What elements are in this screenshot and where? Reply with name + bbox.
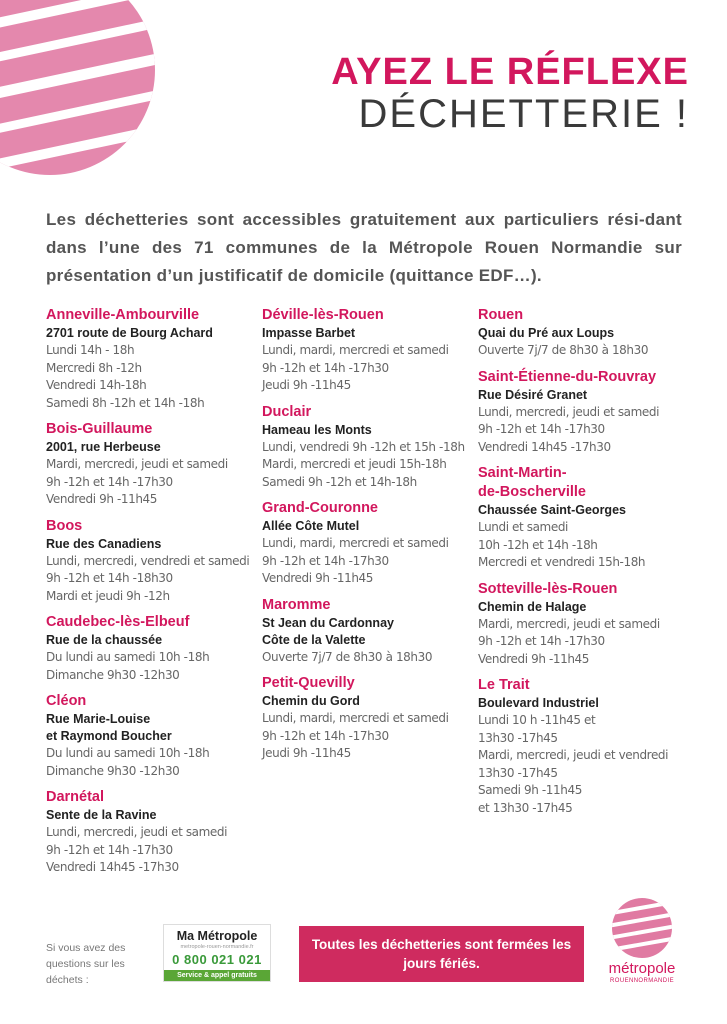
center-hours: 9h -12h et 14h -18h30 — [46, 571, 173, 585]
center-hours: 13h30 -17h45 — [478, 730, 558, 745]
center-entry — [262, 499, 472, 588]
center-entry — [262, 403, 472, 492]
center-hours: Lundi, mercredi, vendredi et samedi — [46, 553, 250, 568]
center-hours: Vendredi 14h45 -17h30 — [46, 860, 179, 874]
center-entry — [46, 692, 256, 780]
logo-sub: ROUENNORMANDIE — [610, 978, 674, 984]
center-address: Allée Côte Mutel — [262, 519, 360, 533]
center-name: Rouen — [478, 307, 524, 323]
center-hours: Lundi 14h - 18h — [46, 343, 135, 357]
center-address: Hameau les Monts — [262, 422, 372, 437]
center-entry — [478, 368, 688, 457]
center-name: Saint-Martin- de-Boscherville — [478, 465, 586, 500]
center-address: Chemin du Gord — [262, 694, 360, 708]
center-entry — [46, 517, 256, 606]
center-name: Darnétal — [46, 789, 105, 805]
center-entry — [46, 613, 256, 684]
center-hours: Samedi 9h -11h45 — [478, 783, 582, 797]
center-entry — [46, 306, 256, 412]
center-hours: 9h -12h et 14h -17h30 — [478, 634, 605, 648]
center-address: Chemin de Halage — [478, 599, 587, 614]
center-hours: Vendredi 9h -11h45 — [262, 571, 374, 585]
metropole-logo — [596, 896, 688, 996]
center-hours: Mardi, mercredi, jeudi et samedi — [46, 457, 228, 471]
headline-line2: DÉCHETTERIE ! — [358, 92, 689, 136]
badge-title: Ma Métropole — [176, 929, 258, 943]
column-3 — [478, 306, 688, 825]
center-hours: Lundi, mardi, mercredi et samedi — [262, 536, 449, 550]
center-hours: Lundi, mercredi, jeudi et samedi — [478, 404, 660, 419]
center-name: Caudebec-lès-Elbeuf — [46, 614, 190, 630]
center-hours: Mardi, mercredi, jeudi et vendredi — [478, 748, 669, 762]
badge-service: Service & appel gratuits — [164, 970, 270, 981]
headline-line1: AYEZ LE RÉFLEXE — [331, 51, 689, 93]
center-hours: 10h -12h et 14h -18h — [478, 537, 598, 552]
center-hours: Vendredi 14h-18h — [46, 378, 147, 392]
metropole-logo-icon — [596, 896, 688, 960]
center-hours: Mercredi et vendredi 15h-18h — [478, 555, 646, 569]
center-name: Petit-Quevilly — [262, 675, 355, 691]
center-hours: Vendredi 9h -11h45 — [478, 651, 590, 666]
center-entry — [262, 596, 472, 667]
badge-phone: 0 800 021 021 — [172, 952, 262, 967]
center-hours: Jeudi 9h -11h45 — [262, 746, 351, 760]
center-hours: Samedi 9h -12h et 14h-18h — [262, 474, 417, 489]
center-hours: Jeudi 9h -11h45 — [262, 378, 351, 392]
center-address: Sente de la Ravine — [46, 808, 157, 822]
center-hours: Ouverte 7j/7 de 8h30 à 18h30 — [478, 343, 649, 357]
center-address: Côte de la Valette — [262, 632, 366, 647]
center-address: 2701 route de Bourg Achard — [46, 326, 213, 340]
center-address: Chaussée Saint-Georges — [478, 503, 626, 517]
center-hours: 9h -12h et 14h -17h30 — [478, 422, 605, 436]
center-name: Grand-Couronne — [262, 500, 378, 516]
logo-word: métropole — [608, 960, 676, 977]
center-name: Sotteville-lès-Rouen — [478, 580, 618, 597]
decorative-circle-icon — [0, 0, 160, 180]
center-name: Bois-Guillaume — [46, 421, 153, 437]
center-hours: 9h -12h et 14h -17h30 — [46, 842, 173, 857]
center-hours: Ouverte 7j/7 de 8h30 à 18h30 — [262, 649, 433, 664]
headline — [331, 52, 689, 136]
center-hours: Lundi, mardi, mercredi et samedi — [262, 711, 449, 725]
center-hours: Vendredi 9h -11h45 — [46, 492, 158, 506]
center-hours: Lundi, mercredi, jeudi et samedi — [46, 825, 228, 839]
center-address: Rue Marie-Louise — [46, 712, 151, 726]
center-hours: Dimanche 9h30 -12h30 — [46, 763, 180, 778]
center-name: Duclair — [262, 403, 312, 420]
center-name: Boos — [46, 517, 83, 534]
center-entry — [478, 306, 688, 360]
center-hours: Mercredi 8h -12h — [46, 360, 142, 375]
center-hours: Mardi, mercredi, jeudi et samedi — [478, 616, 660, 631]
footer-question: Si vous avez des questions sur les déchets : — [46, 942, 126, 986]
center-hours: Lundi 10 h -11h45 et — [478, 713, 596, 727]
center-address: Rue de la chaussée — [46, 633, 163, 647]
center-address: Rue des Canadiens — [46, 536, 162, 551]
center-hours: Du lundi au samedi 10h -18h — [46, 746, 210, 760]
center-name: Déville-lès-Rouen — [262, 307, 384, 323]
ma-metropole-badge — [163, 924, 271, 982]
center-hours: 9h -12h et 14h -17h30 — [262, 360, 389, 375]
center-address: 2001, rue Herbeuse — [46, 440, 161, 454]
center-address: Rue Désiré Granet — [478, 387, 588, 402]
center-address: Quai du Pré aux Loups — [478, 326, 615, 340]
center-hours: Vendredi 14h45 -17h30 — [478, 439, 611, 454]
column-1 — [46, 306, 256, 885]
center-name: Saint-Étienne-du-Rouvray — [478, 368, 657, 385]
center-entry — [478, 580, 688, 669]
center-name: Cléon — [46, 693, 87, 709]
center-hours: Lundi et samedi — [478, 520, 568, 534]
center-hours: 9h -12h et 14h -17h30 — [262, 728, 389, 743]
center-address: St Jean du Cardonnay — [262, 615, 394, 630]
center-hours: 13h30 -17h45 — [478, 765, 558, 780]
center-hours: 9h -12h et 14h -17h30 — [262, 553, 389, 568]
center-address: et Raymond Boucher — [46, 729, 172, 743]
center-hours: Dimanche 9h30 -12h30 — [46, 667, 180, 682]
center-name: Anneville-Ambourville — [46, 307, 200, 323]
center-hours: et 13h30 -17h45 — [478, 800, 573, 815]
center-hours: Mardi et jeudi 9h -12h — [46, 588, 170, 603]
center-entry — [46, 788, 256, 877]
center-entry — [262, 674, 472, 763]
center-entry — [478, 676, 688, 817]
center-entry — [262, 306, 472, 395]
center-hours: Du lundi au samedi 10h -18h — [46, 650, 210, 664]
column-2 — [262, 306, 472, 771]
holiday-notice: Toutes les déchetteries sont fermées les jours fériés. — [299, 926, 584, 982]
center-entry — [46, 420, 256, 509]
intro-paragraph: Les déchetteries sont accessibles gratuitement aux particuliers rési-dant dans l’une des 71 communes de la Métropole Rouen Normandie sur présentation d’un justificatif de domicile (quittance EDF…). — [46, 210, 682, 285]
center-address: Boulevard Industriel — [478, 696, 599, 710]
center-hours: Lundi, vendredi 9h -12h et 15h -18h — [262, 439, 465, 454]
center-name: Maromme — [262, 596, 331, 613]
center-hours: Lundi, mardi, mercredi et samedi — [262, 343, 449, 357]
badge-url: metropole-rouen-normandie.fr — [180, 944, 254, 950]
center-hours: Mardi, mercredi et jeudi 15h-18h — [262, 457, 447, 471]
center-entry — [478, 464, 688, 572]
center-address: Impasse Barbet — [262, 326, 356, 340]
center-name: Le Trait — [478, 677, 530, 693]
center-hours: 9h -12h et 14h -17h30 — [46, 474, 173, 489]
center-hours: Samedi 8h -12h et 14h -18h — [46, 395, 205, 410]
